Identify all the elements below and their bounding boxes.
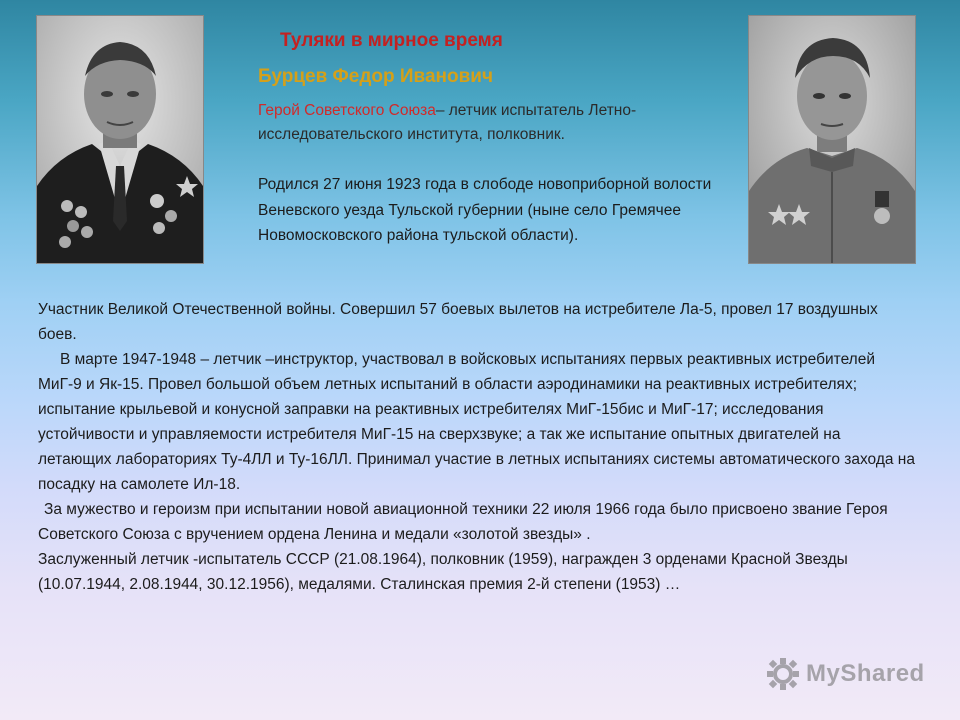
watermark [766,656,925,692]
hero-title: Герой Советского Союза [258,102,436,119]
watermark-text: MyShared [806,660,925,687]
bio-paragraph-honors: Заслуженный летчик -испытатель СССР (21.08.1964), полковник (1959), награжден 3 орденами Красной Звезды (10.07.1944, 2.08.1944, 30.12.1956), медалями. Сталинская премия 2-й степени (1953) … [38,551,848,593]
intro-paragraph [258,99,738,147]
intro-rest: – летчик испытатель Летно-исследовательского института, полковник. [258,102,637,143]
portrait-photo-older [36,15,204,264]
bio-paragraph-award: За мужество и героизм при испытании новой авиационной техники 22 июля 1966 года было присвоено звание Героя Советского Союза с вручением ордена Ленина и медали «золотой звезды» . [38,501,888,543]
person-name: Бурцев Федор Иванович [258,66,493,87]
bio-paragraph-testing: В марте 1947-1948 – летчик –инструктор, участвовал в войсковых испытаниях первых реактивных истребителей МиГ-9 и Як-15. Провел большой объем летных испытаний в области аэродинамики на реактивных истребителях; испытание крыльевой и конусной заправки на реактивных истребителях МиГ-15бис и МиГ-17; исследования устойчивости и управляемости истребителя МиГ-15 на сверхзвуке; а так же испытание опытных двигателей на летающих лабораториях Ту-4ЛЛ и Ту-16ЛЛ. Принимал участие в летных испытаниях системы автоматического захода на посадку на самолете Ил-18. [38,351,915,493]
slide-title: Туляки в мирное время [280,30,503,51]
myshared-logo-icon [766,657,800,691]
bio-paragraph-war: Участник Великой Отечественной войны. Совершил 57 боевых вылетов на истребителе Ла-5, провел 17 воздушных боев. [38,301,878,343]
birth-paragraph: Родился 27 июня 1923 года в слободе новоприборной волости Веневского уезда Тульской губернии (ныне село Гремячее Новомосковского района тульской области). [258,176,712,244]
biography-text [38,297,918,597]
portrait-photo-younger [748,15,916,264]
